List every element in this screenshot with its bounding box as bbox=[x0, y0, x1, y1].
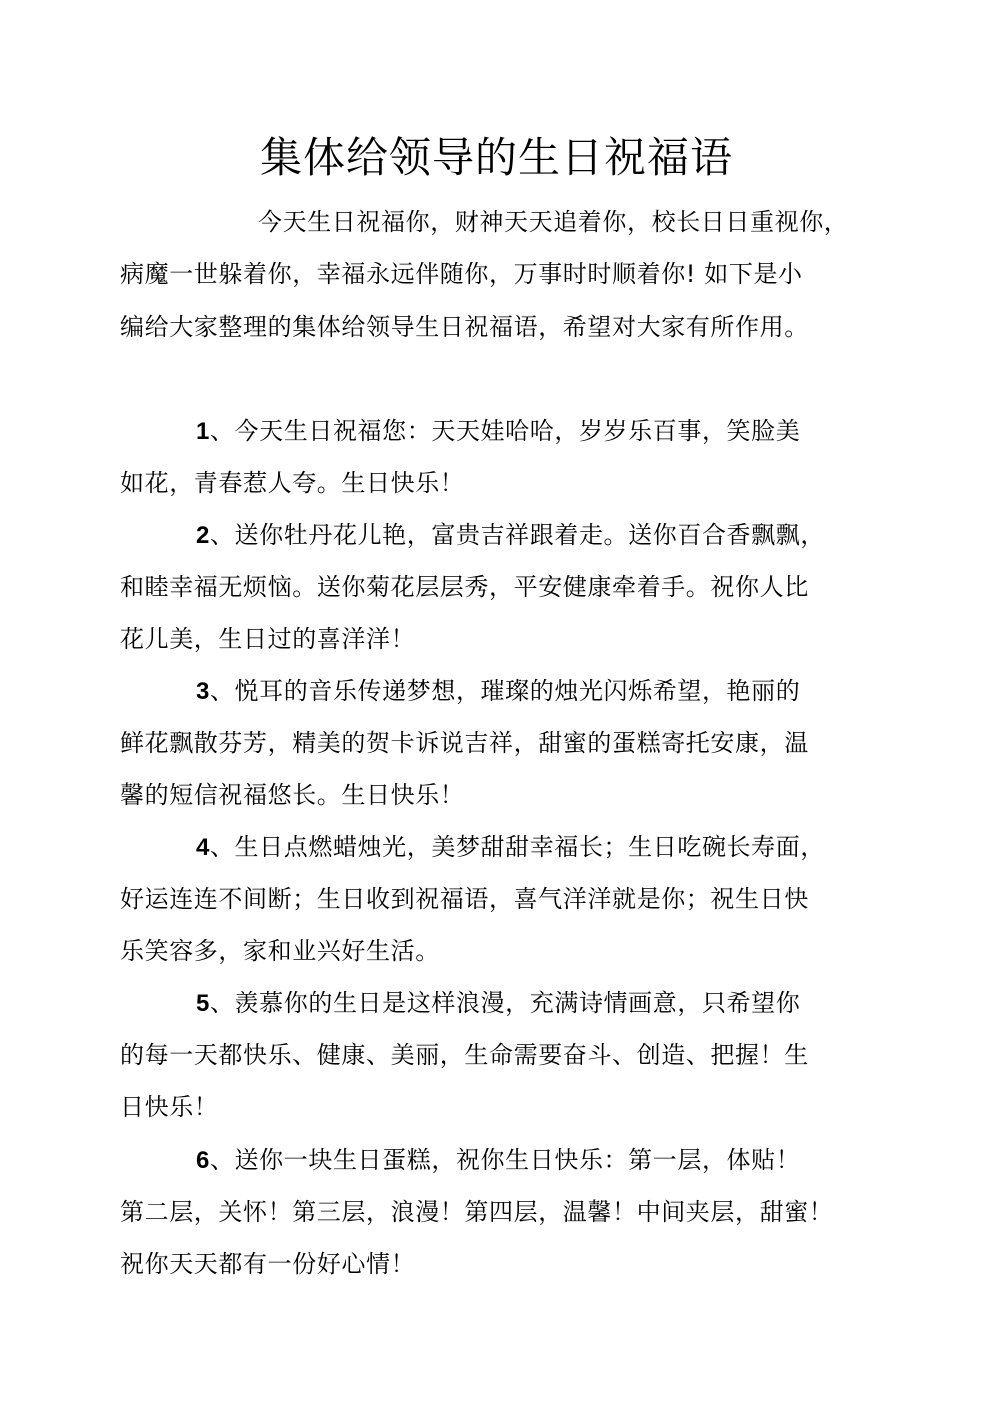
item-4-text: 、生日点燃蜡烛光，美梦甜甜幸福长；生日吃碗长寿面， bbox=[209, 833, 825, 861]
item-6-first-line bbox=[196, 1144, 800, 1177]
item-4-line-2: 好运连连不间断；生日收到祝福语，喜气洋洋就是你；祝生日快 bbox=[120, 885, 809, 913]
item-5-line-2: 的每一天都快乐、健康、美丽，生命需要奋斗、创造、把握！生 bbox=[120, 1041, 809, 1069]
intro-line-3: 编给大家整理的集体给领导生日祝福语，希望对大家有所作用。 bbox=[120, 313, 809, 341]
item-3-line-3: 馨的短信祝福悠长。生日快乐！ bbox=[120, 781, 465, 809]
item-4-first-line bbox=[196, 831, 825, 864]
item-1-line-2: 如花，青春惹人夸。生日快乐！ bbox=[120, 469, 465, 497]
document-title: 集体给领导的生日祝福语 bbox=[259, 133, 733, 182]
item-1-text: 、今天生日祝福您：天天娃哈哈，岁岁乐百事，笑脸美 bbox=[209, 417, 801, 445]
item-3-first-line bbox=[196, 675, 800, 708]
item-2-text: 、送你牡丹花儿艳，富贵吉祥跟着走。送你百合香飘飘， bbox=[209, 521, 825, 549]
item-2-number: 2 bbox=[196, 522, 210, 549]
item-4-number: 4 bbox=[196, 834, 210, 861]
item-5-text: 、羡慕你的生日是这样浪漫，充满诗情画意，只希望你 bbox=[209, 989, 801, 1017]
item-2-line-2: 和睦幸福无烦恼。送你菊花层层秀，平安健康牵着手。祝你人比 bbox=[120, 573, 809, 601]
item-3-line-2: 鲜花飘散芬芳，精美的贺卡诉说吉祥，甜蜜的蛋糕寄托安康，温 bbox=[120, 729, 809, 757]
item-6-line-2: 第二层，关怀！第三层，浪漫！第四层，温馨！中间夹层，甜蜜！ bbox=[120, 1198, 834, 1226]
item-6-text: 、送你一块生日蛋糕，祝你生日快乐：第一层，体贴！ bbox=[209, 1146, 801, 1174]
item-6-number: 6 bbox=[196, 1147, 210, 1174]
intro-line-2: 病魔一世躲着你，幸福永远伴随你，万事时时顺着你! 如下是小 bbox=[120, 260, 803, 288]
item-5-number: 5 bbox=[196, 990, 210, 1017]
item-6-line-3: 祝你天天都有一份好心情！ bbox=[120, 1250, 416, 1278]
item-5-first-line bbox=[196, 987, 800, 1020]
item-3-text: 、悦耳的音乐传递梦想，璀璨的烛光闪烁希望，艳丽的 bbox=[209, 677, 801, 705]
item-5-line-3: 日快乐！ bbox=[120, 1093, 219, 1121]
item-1-first-line bbox=[196, 415, 800, 448]
item-1-number: 1 bbox=[196, 418, 210, 445]
item-3-number: 3 bbox=[196, 678, 210, 705]
item-2-first-line bbox=[196, 519, 825, 552]
item-4-line-3: 乐笑容多，家和业兴好生活。 bbox=[120, 937, 440, 965]
intro-line-1: 今天生日祝福你，财神天天追着你，校长日日重视你， bbox=[258, 208, 849, 236]
item-2-line-3: 花儿美，生日过的喜洋洋！ bbox=[120, 625, 416, 653]
